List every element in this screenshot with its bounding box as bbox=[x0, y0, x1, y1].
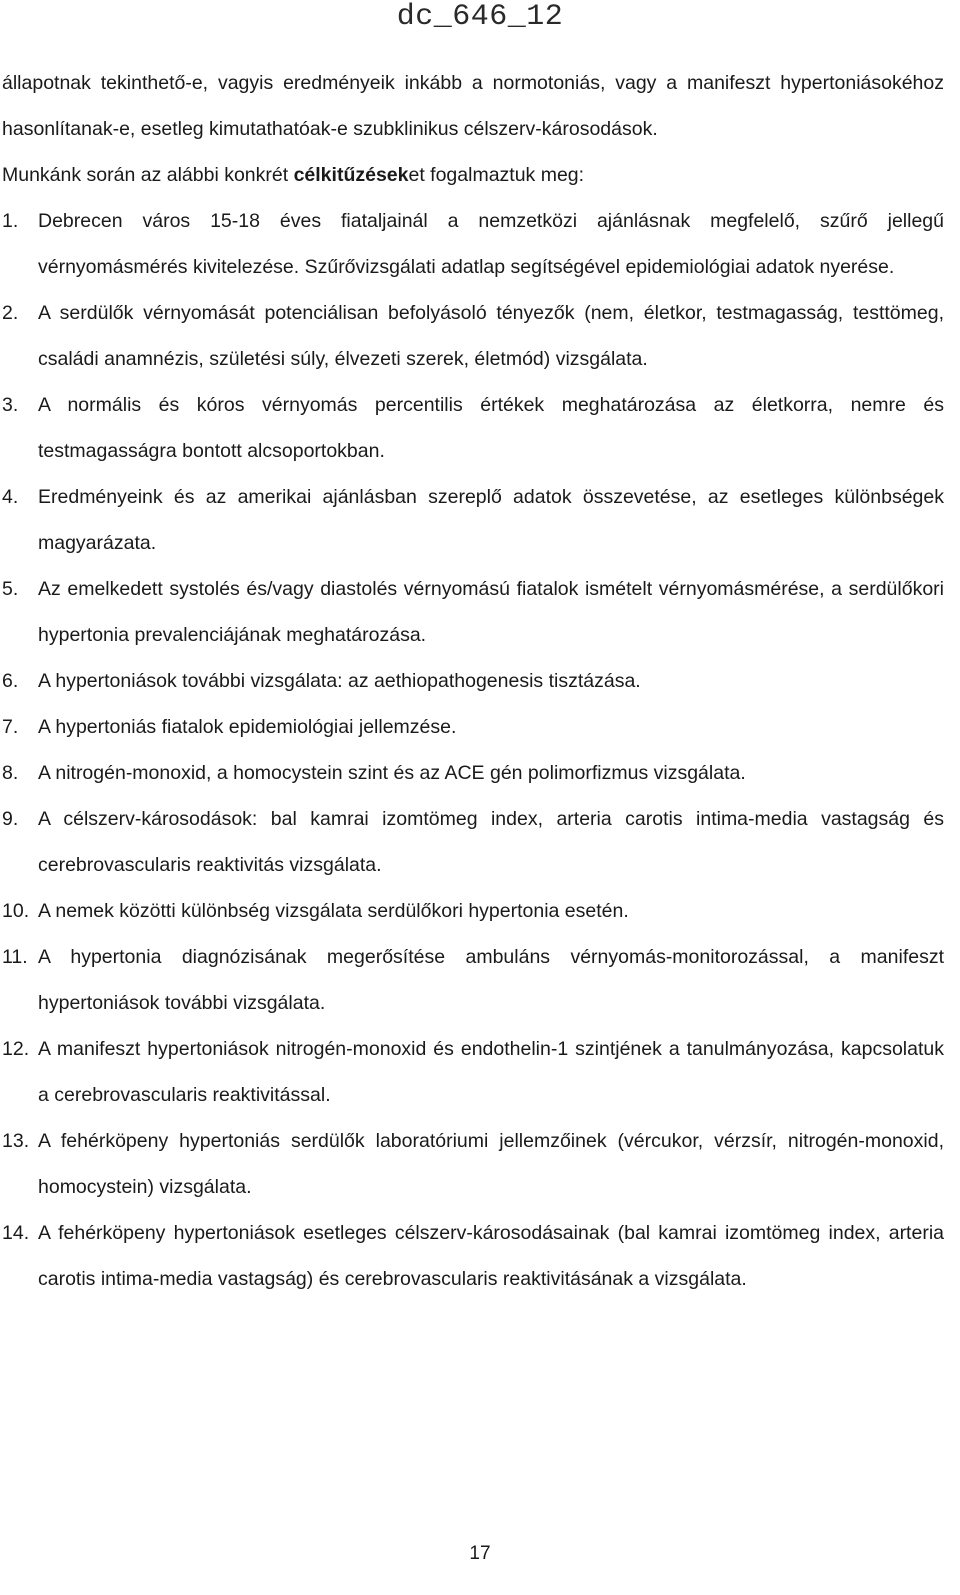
list-item-number: 1. bbox=[2, 210, 19, 232]
list-item bbox=[0, 1026, 944, 1118]
list-item-text: A hypertoniások további vizsgálata: az aethiopathogenesis tisztázása. bbox=[38, 670, 641, 692]
list-item-text: A normális és kóros vérnyomás percentilis értékek meghatározása az életkorra, nemre és testmagasságra bontott alcsoportokban. bbox=[38, 394, 944, 462]
list-item-number: 4. bbox=[2, 486, 19, 508]
list-item-text: A nemek közötti különbség vizsgálata serdülőkori hypertonia esetén. bbox=[38, 900, 629, 922]
page-content bbox=[0, 60, 960, 1302]
list-item-text: A nitrogén-monoxid, a homocystein szint és az ACE gén polimorfizmus vizsgálata. bbox=[38, 762, 746, 784]
list-item bbox=[0, 382, 944, 474]
list-item bbox=[0, 750, 944, 796]
list-item-text: A fehérköpeny hypertoniás serdülők laboratóriumi jellemzőinek (vércukor, vérzsír, nitrogén-monoxid, homocystein) vizsgálata. bbox=[38, 1130, 944, 1198]
list-item-text: Debrecen város 15-18 éves fiataljainál a nemzetközi ajánlásnak megfelelő, szűrő jellegű vérnyomásmérés kivitelezése. Szűrővizsgálati adatlap segítségével epidemiológiai adatok nyerése. bbox=[38, 210, 944, 278]
list-item-number: 10. bbox=[2, 900, 30, 922]
document-id-header: dc_646_12 bbox=[396, 0, 564, 34]
list-item bbox=[0, 1118, 944, 1210]
list-item-number: 11. bbox=[2, 946, 28, 968]
goals-intro-after: et fogalmaztuk meg: bbox=[408, 164, 585, 186]
page-number: 17 bbox=[469, 1543, 491, 1564]
list-item-number: 5. bbox=[2, 578, 19, 600]
list-item-text: A serdülők vérnyomását potenciálisan befolyásoló tényezők (nem, életkor, testmagasság, testtömeg, családi anamnézis, születési súly, élvezeti szerek, életmód) vizsgálata. bbox=[38, 302, 944, 370]
list-item-number: 14. bbox=[2, 1222, 30, 1244]
list-item-number: 7. bbox=[2, 716, 19, 738]
list-item-number: 8. bbox=[2, 762, 19, 784]
goals-list bbox=[0, 198, 944, 1302]
list-item bbox=[0, 704, 944, 750]
list-item bbox=[0, 198, 944, 290]
list-item bbox=[0, 934, 944, 1026]
list-item-text: A fehérköpeny hypertoniások esetleges célszerv-károsodásainak (bal kamrai izomtömeg index, arteria carotis intima-media vastagság) és cerebrovascularis reaktivitásának a vizsgálata. bbox=[38, 1222, 944, 1290]
list-item bbox=[0, 658, 944, 704]
list-item bbox=[0, 888, 944, 934]
list-item-text: A manifeszt hypertoniások nitrogén-monoxid és endothelin-1 szintjének a tanulmányozása, kapcsolatuk a cerebrovascularis reaktivitással. bbox=[38, 1038, 944, 1106]
list-item-text: A célszerv-károsodások: bal kamrai izomtömeg index, arteria carotis intima-media vastagság és cerebrovascularis reaktivitás vizsgálata. bbox=[38, 808, 944, 876]
list-item bbox=[0, 566, 944, 658]
goals-intro bbox=[0, 152, 944, 198]
list-item-text: A hypertonia diagnózisának megerősítése ambuláns vérnyomás-monitorozással, a manifeszt hypertoniások további vizsgálata. bbox=[38, 946, 944, 1014]
list-item bbox=[0, 474, 944, 566]
list-item-number: 9. bbox=[2, 808, 19, 830]
list-item-text: Eredményeink és az amerikai ajánlásban szereplő adatok összevetése, az esetleges különbségek magyarázata. bbox=[38, 486, 944, 554]
list-item-number: 12. bbox=[2, 1038, 30, 1060]
list-item-number: 13. bbox=[2, 1130, 30, 1152]
list-item bbox=[0, 1210, 944, 1302]
continuation-paragraph: állapotnak tekinthető-e, vagyis eredményeik inkább a normotoniás, vagy a manifeszt hypertoniásokéhoz hasonlítanak-e, esetleg kimutathatóak-e szubklinikus célszerv-károsodások. bbox=[2, 72, 944, 140]
list-item bbox=[0, 796, 944, 888]
list-item-number: 6. bbox=[2, 670, 19, 692]
list-item-text: A hypertoniás fiatalok epidemiológiai jellemzése. bbox=[38, 716, 457, 738]
goals-intro-before: Munkánk során az alábbi konkrét bbox=[2, 164, 294, 186]
goals-intro-bold: célkitűzések bbox=[293, 164, 409, 186]
list-item-number: 3. bbox=[2, 394, 19, 416]
list-item-number: 2. bbox=[2, 302, 19, 324]
list-item bbox=[0, 290, 944, 382]
list-item-text: Az emelkedett systolés és/vagy diastolés vérnyomású fiatalok ismételt vérnyomásmérése, a serdülőkori hypertonia prevalenciájának meghatározása. bbox=[38, 578, 944, 646]
